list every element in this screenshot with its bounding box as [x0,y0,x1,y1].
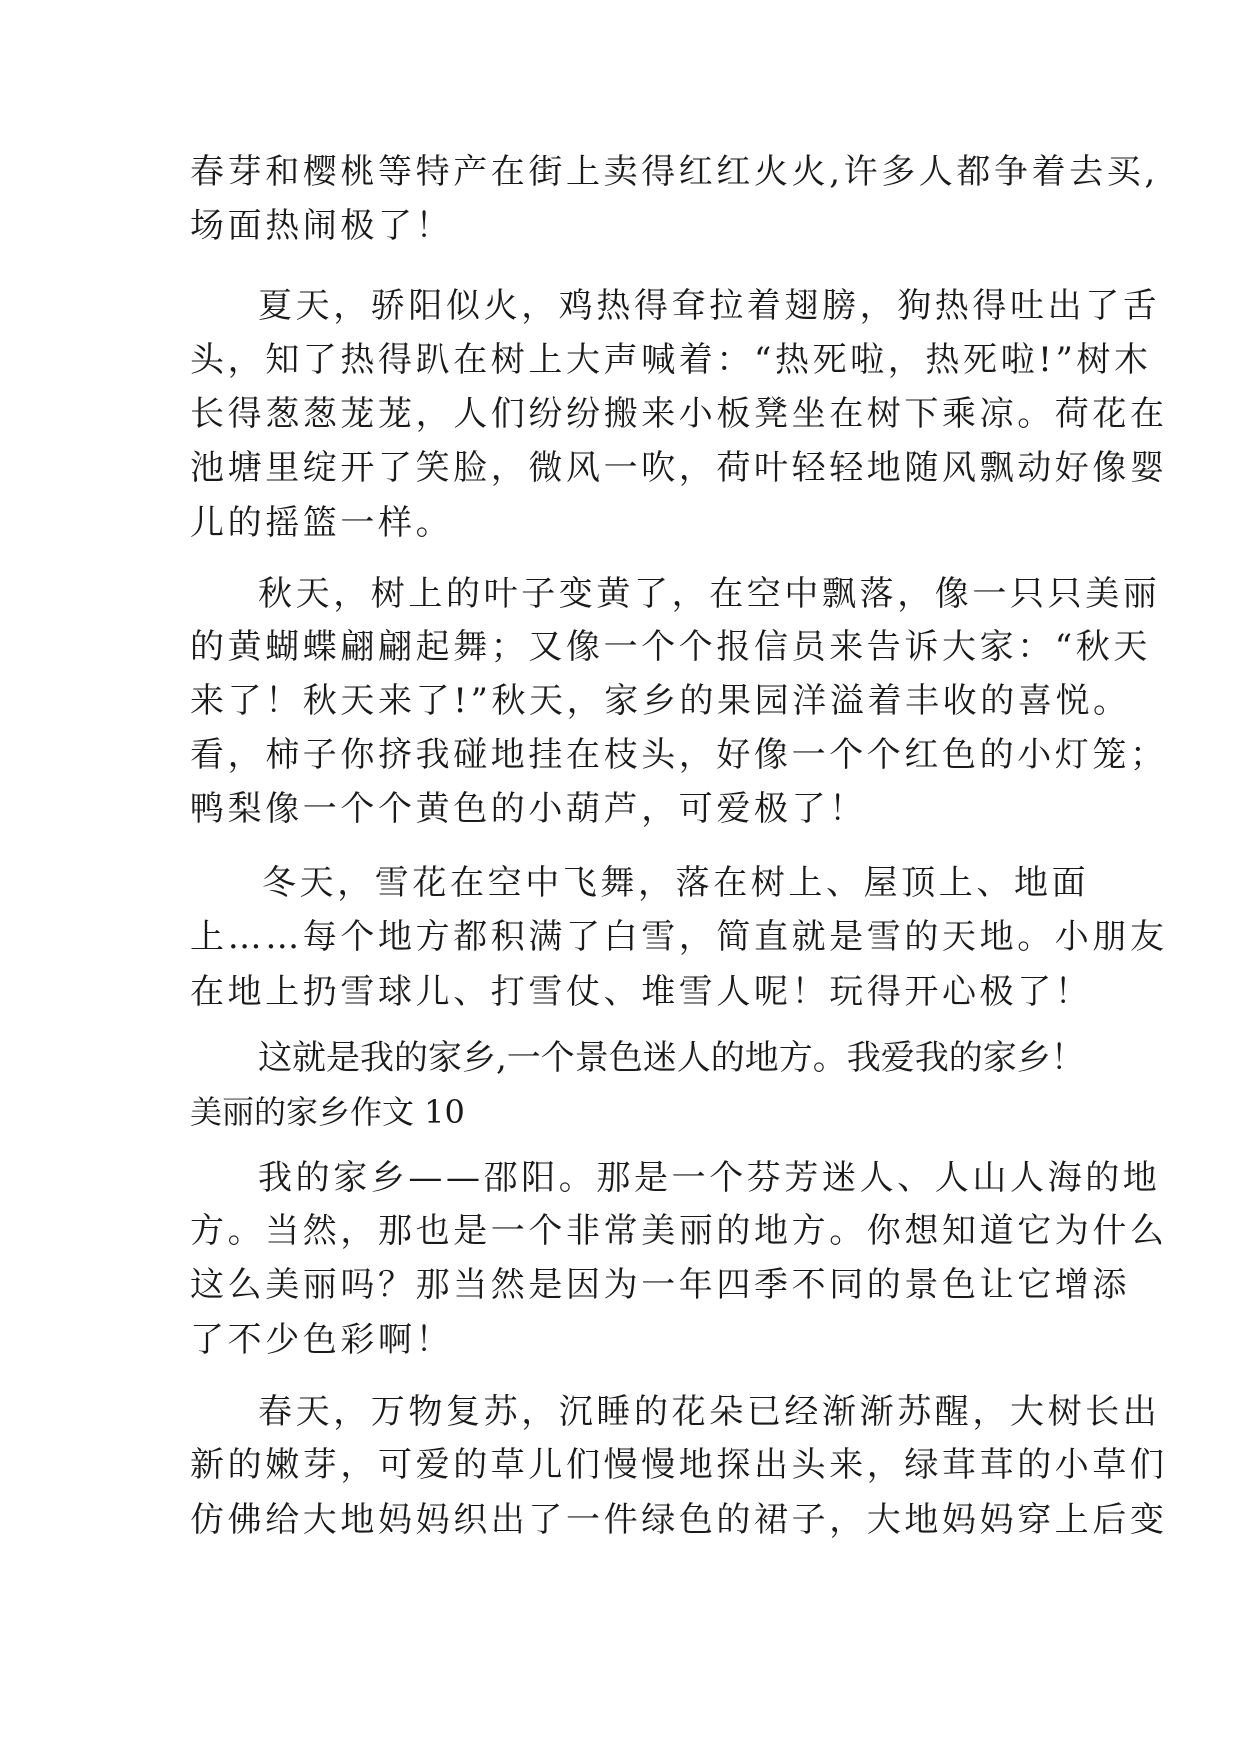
text-line-24: 仿佛给大地妈妈织出了一件绿色的裙子，大地妈妈穿上后变 [190,1500,1168,1540]
text-line-16: 这就是我的家乡,一个景色迷人的地方。我爱我的家乡！ [258,1038,1085,1078]
text-line-1: 春芽和樱桃等特产在街上卖得红红火火,许多人都争着去买, [190,152,1159,192]
text-line-12: 鸭梨像一个个黄色的小葫芦，可爱极了！ [190,789,867,829]
text-line-22: 春天，万物复苏，沉睡的花朵已经渐渐苏醒，大树长出 [258,1392,1161,1432]
section-heading: 美丽的家乡作文 10 [190,1093,465,1131]
text-line-3: 夏天，骄阳似火，鸡热得耷拉着翅膀，狗热得吐出了舌 [258,286,1161,326]
text-line-6: 池塘里绽开了笑脸，微风一吹，荷叶轻轻地随风飘动好像婴 [190,448,1168,488]
text-line-2: 场面热闹极了！ [190,206,454,246]
text-line-7: 儿的摇篮一样。 [190,503,454,543]
text-line-15: 在地上扔雪球儿、打雪仗、堆雪人呢！玩得开心极了！ [190,972,1093,1012]
text-line-8: 秋天，树上的叶子变黄了，在空中飘落，像一只只美丽 [258,574,1161,614]
text-line-10: 来了！秋天来了!”秋天，家乡的果园洋溢着丰收的喜悦。 [190,681,1131,721]
text-line-19: 方。当然，那也是一个非常美丽的地方。你想知道它为什么 [190,1211,1168,1251]
text-line-11: 看，柿子你挤我碰地挂在枝头，好像一个个红色的小灯笼； [190,735,1168,775]
text-line-4: 头，知了热得趴在树上大声喊着：“热死啦，热死啦!”树木 [190,340,1152,380]
text-line-14: 上……每个地方都积满了白雪，简直就是雪的天地。小朋友 [190,917,1168,957]
text-line-23: 新的嫩芽，可爱的草儿们慢慢地探出头来，绿茸茸的小草们 [190,1445,1168,1485]
text-line-5: 长得葱葱茏茏，人们纷纷搬来小板凳坐在树下乘凉。荷花在 [190,394,1168,434]
text-line-21: 了不少色彩啊！ [190,1320,454,1360]
text-line-20: 这么美丽吗？那当然是因为一年四季不同的景色让它增添 [190,1265,1130,1305]
text-line-9: 的黄蝴蝶翩翩起舞；又像一个个报信员来告诉大家：“秋天 [190,627,1151,667]
text-line-18: 我的家乡——邵阳。那是一个芬芳迷人、人山人海的地 [258,1158,1161,1198]
text-line-13: 冬天，雪花在空中飞舞，落在树上、屋顶上、地面 [262,863,1090,903]
